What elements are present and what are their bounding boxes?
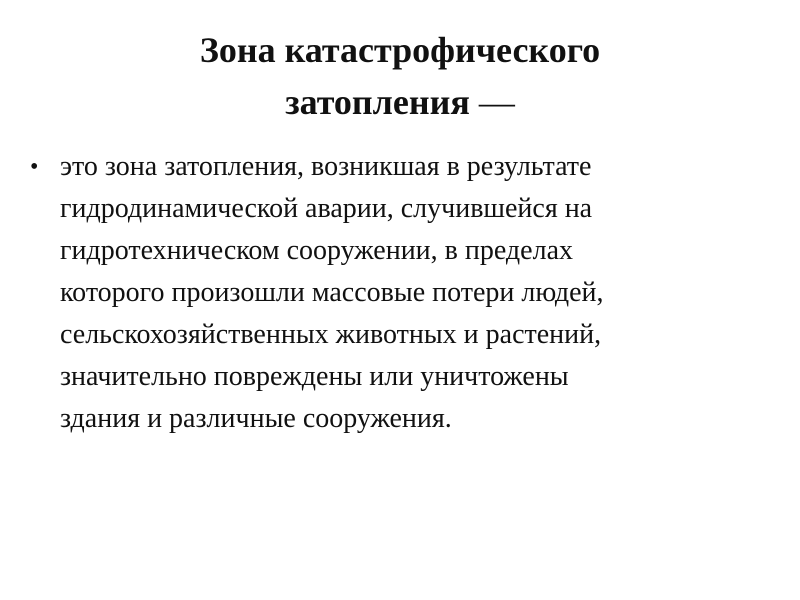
title-line-1: Зона катастрофического — [199, 30, 601, 70]
bullet-list — [30, 146, 770, 440]
body-line-1: это зона затопления, возникшая в результате — [60, 151, 592, 182]
title-dash: — — [469, 82, 515, 122]
title-line-2 — [60, 76, 740, 128]
body-line-7: здания и различные сооружения. — [60, 403, 452, 434]
slide-title — [60, 24, 740, 128]
body-line-6: значительно повреждены или уничтожены — [60, 361, 569, 392]
body-line-2: гидродинамической аварии, случившейся на — [60, 193, 593, 224]
body-line-4: которого произошли массовые потери людей, — [60, 277, 604, 308]
bullet-dot-icon: • — [30, 154, 39, 180]
body-line-5: сельскохозяйственных животных и растений, — [60, 319, 602, 350]
title-line-2-text: затопления — [285, 82, 470, 122]
body-line-3: гидротехническом сооружении, в пределах — [60, 235, 573, 266]
bullet-item — [30, 146, 770, 440]
